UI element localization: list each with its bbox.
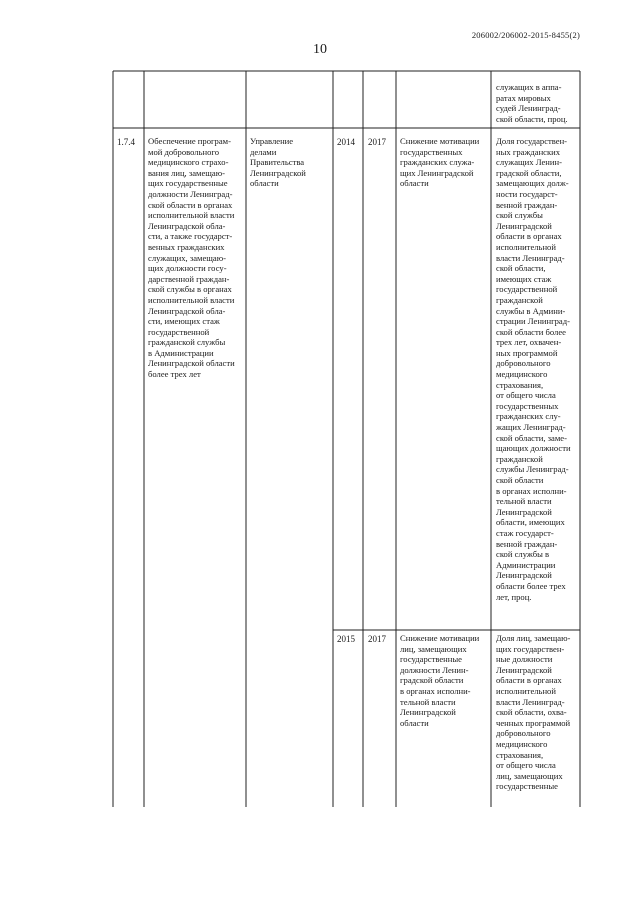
indicator-a: Доля государствен- ных гражданских служащих Ленин- градской области, замещающих долж- ности государст- венной граждан- ской службы Ленинградской области в органах исполнительной власти Ленинград- ской области, имеющих стаж государственной гражданской службы в Админи- страции Ленинград- ской области более трех лет, охвачен- ных программой добровольного медицинского страхования, от общего числа государственных гражданских слу- жащих Ленинград- ской области, заме- щающих должности гражданской службы Ленинград- ской области в органах исполни- тельной власти Ленинградской области, имеющих стаж государст- венной граждан- ской службы в Администрации Ленинградской области более трех лет, проц. xyxy=(496,136,571,602)
continued-indicator-cell: служащих в аппа- ратах мировых судей Ленинград- ской области, проц. xyxy=(496,82,568,124)
page-number: 10 xyxy=(313,42,327,57)
start-year-b: 2015 xyxy=(337,634,355,644)
start-year-a: 2014 xyxy=(337,137,355,147)
expected-result-b: Снижение мотивации лиц, замещающих государственные должности Ленин- градской области в органах исполни- тельной власти Ленинградской области xyxy=(400,633,480,728)
row-number: 1.7.4 xyxy=(117,137,135,147)
measure-description: Обеспечение програм- мой добровольного медицинского страхо- вания лиц, замещаю- щих государственные должности Ленинград- ской области в органах исполнительной власти Ленинградской обла- сти, а также государст- венных гражданских служащих, замещаю- щих должности госу- дарственной граждан- ской службы в органах исполнительной власти Ленинградской обла- сти, имеющих стаж государственной гражданской службы в Администрации Ленинградской области более трех лет xyxy=(148,136,235,380)
end-year-b: 2017 xyxy=(368,634,386,644)
executor-cell: Управление делами Правительства Ленинградской области xyxy=(250,136,306,189)
expected-result-a: Снижение мотивации государственных гражданских служа- щих Ленинградской области xyxy=(400,136,480,189)
end-year-a: 2017 xyxy=(368,137,386,147)
indicator-b: Доля лиц, замещаю- щих государствен- ные должности Ленинградской области в органах исполнительной власти Ленинград- ской области, охва- ченных программой добровольного медицинского страхования, от общего числа лиц, замещающих государственные xyxy=(496,633,571,792)
document-reference: 206002/206002-2015-8455(2) xyxy=(471,30,580,40)
